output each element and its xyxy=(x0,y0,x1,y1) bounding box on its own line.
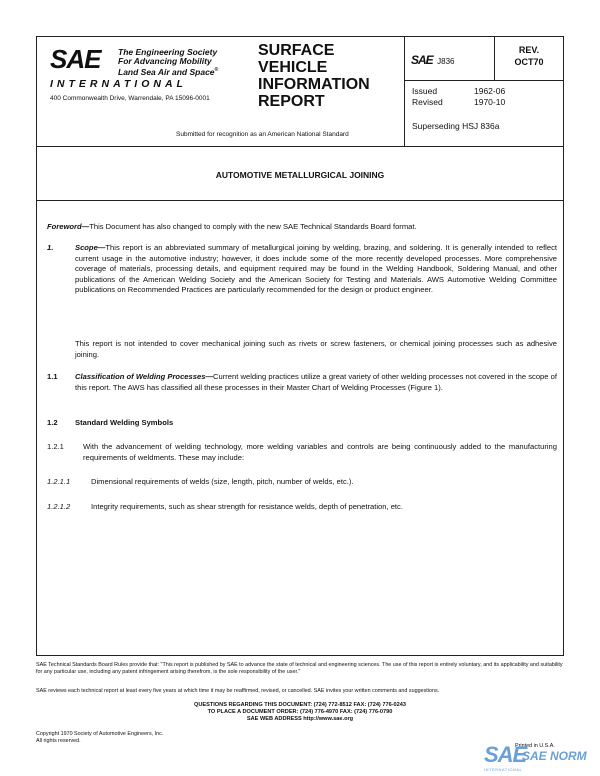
header-hdivider xyxy=(404,80,564,81)
section-1-2-1-text: With the advancement of welding technology, more welding variables and controls are being continuously added to the manufacturing requirements of weldments. These may include: xyxy=(83,442,557,462)
rev-label: REV. xyxy=(518,45,540,55)
report-type-line-2: VEHICLE xyxy=(258,59,328,76)
section-1-1-label: Classification of Welding Processes— xyxy=(75,372,214,381)
contact-block xyxy=(36,702,564,724)
header-vdivider-1 xyxy=(404,36,405,146)
review-note: SAE reviews each technical report at least every five years at which time it may be reaffirmed, revised, or cancelled. SAE invites your written comments and suggestions. xyxy=(36,688,440,694)
tsb-rules-note: SAE Technical Standards Board Rules provide that: "This report is published by SAE to advance the state of technical and engineering sciences. The use of this report is entirely voluntary, and its applicability and suitability for any particular use, including any patent infringement arising therefrom, is the sole responsibility of the user." xyxy=(36,662,563,675)
scope-text: This report is an abbreviated summary of metallurgical joining by welding, brazing, and soldering. It is generally intended to reflect current usage in the automotive industry; however, it does include some of the more recently developed processes. More comprehensive coverage of materials, processing details, and equipment required may be found in the Welding Handbook, Soldering Manual, and other publications of the American Welding Society and the American Society for Testing and Materials. AWS Automotive Welding Committee publications on Recommended Practices are particularly recommended for the design or product engineer. xyxy=(75,243,557,294)
issued-value: 1962-06 xyxy=(474,86,506,96)
report-type-line-1: SURFACE xyxy=(258,42,335,59)
scope-paragraph-2: This report is not intended to cover mechanical joining such as rivets or screw fasteners, or chemical joining processes such as adhesive joining. xyxy=(75,339,557,359)
watermark-logo: SAE xyxy=(484,742,527,767)
foreword xyxy=(47,222,557,233)
society-line-3: Land Sea Air and Space® xyxy=(118,66,219,77)
foreword-label: Foreword— xyxy=(47,222,90,231)
section-1-2-1-1-number: 1.2.1.1 xyxy=(47,477,71,486)
doc-number xyxy=(411,51,455,69)
foreword-text: This Document has also changed to comply with the new SAE Technical Standards Board format. xyxy=(89,222,417,231)
section-1-number: 1. xyxy=(47,243,54,252)
web-address: SAE WEB ADDRESS http://www.sae.org xyxy=(246,716,354,723)
section-1-1-text: Current welding practices utilize a great variety of other welding processes not covered in the scope of this report. The AWS has classified all these processes in their Master Chart of Welding Processes (Figure 1). xyxy=(75,372,557,392)
revised-label: Revised xyxy=(412,97,443,107)
section-1-2-1-number: 1.2.1 xyxy=(47,442,64,451)
society-line-1: The Engineering Society xyxy=(118,47,218,57)
header-divider xyxy=(36,146,564,147)
sae-logo: SAE xyxy=(50,44,101,74)
order-line: TO PLACE A DOCUMENT ORDER: (724) 776-4970 FAX: (724) 776-0790 xyxy=(207,709,393,716)
copyright-line: Copyright 1970 Society of Automotive Engineers, Inc. xyxy=(36,731,164,737)
watermark-text: SAE NORM xyxy=(522,749,587,763)
printed-in: Printed in U.S.A. xyxy=(515,743,555,749)
section-1-scope xyxy=(75,243,557,296)
copyright xyxy=(36,731,163,745)
doc-number-value: J836 xyxy=(437,57,455,66)
section-1-2-1-1-text: Dimensional requirements of welds (size, length, pitch, number of welds, etc.). xyxy=(91,477,354,486)
report-type-title xyxy=(258,42,370,110)
watermark-sub: INTERNATIONAL xyxy=(484,767,523,772)
section-1-2-1-2-text: Integrity requirements, such as shear strength for resistance welds, depth of penetration, etc. xyxy=(91,502,403,511)
issued-label: Issued xyxy=(412,86,438,96)
submitted-note: Submitted for recognition as an American National Standard xyxy=(176,131,349,138)
section-1-2-heading: Standard Welding Symbols xyxy=(75,418,174,427)
title-divider xyxy=(36,200,564,201)
superseding: Superseding HSJ 836a xyxy=(412,121,500,131)
report-type-line-3: INFORMATION xyxy=(258,76,370,93)
document-title: AUTOMOTIVE METALLURGICAL JOINING xyxy=(215,170,385,180)
section-1-2-1-2-number: 1.2.1.2 xyxy=(47,502,71,511)
society-line-2: For Advancing Mobility xyxy=(118,56,212,66)
doc-sae-logo: SAE xyxy=(411,53,433,67)
scope-label: Scope— xyxy=(75,243,106,252)
sae-norm-watermark xyxy=(484,744,596,774)
section-1-2-number: 1.2 xyxy=(47,418,58,427)
report-type-line-4: REPORT xyxy=(258,93,325,110)
international-wordmark: INTERNATIONAL xyxy=(50,78,187,90)
revised-value: 1970-10 xyxy=(474,97,506,107)
section-1-1 xyxy=(75,372,557,393)
rev-value: OCT70 xyxy=(514,57,544,67)
section-1-1-number: 1.1 xyxy=(47,372,58,381)
rights-line: All rights reserved. xyxy=(36,738,81,744)
revision-box xyxy=(494,44,564,68)
society-tagline xyxy=(118,48,218,77)
address: 400 Commonwealth Drive, Warrendale, PA 15096-0001 xyxy=(50,95,210,102)
questions-line: QUESTIONS REGARDING THIS DOCUMENT: (724) 772-8512 FAX: (724) 776-0243 xyxy=(193,702,406,708)
